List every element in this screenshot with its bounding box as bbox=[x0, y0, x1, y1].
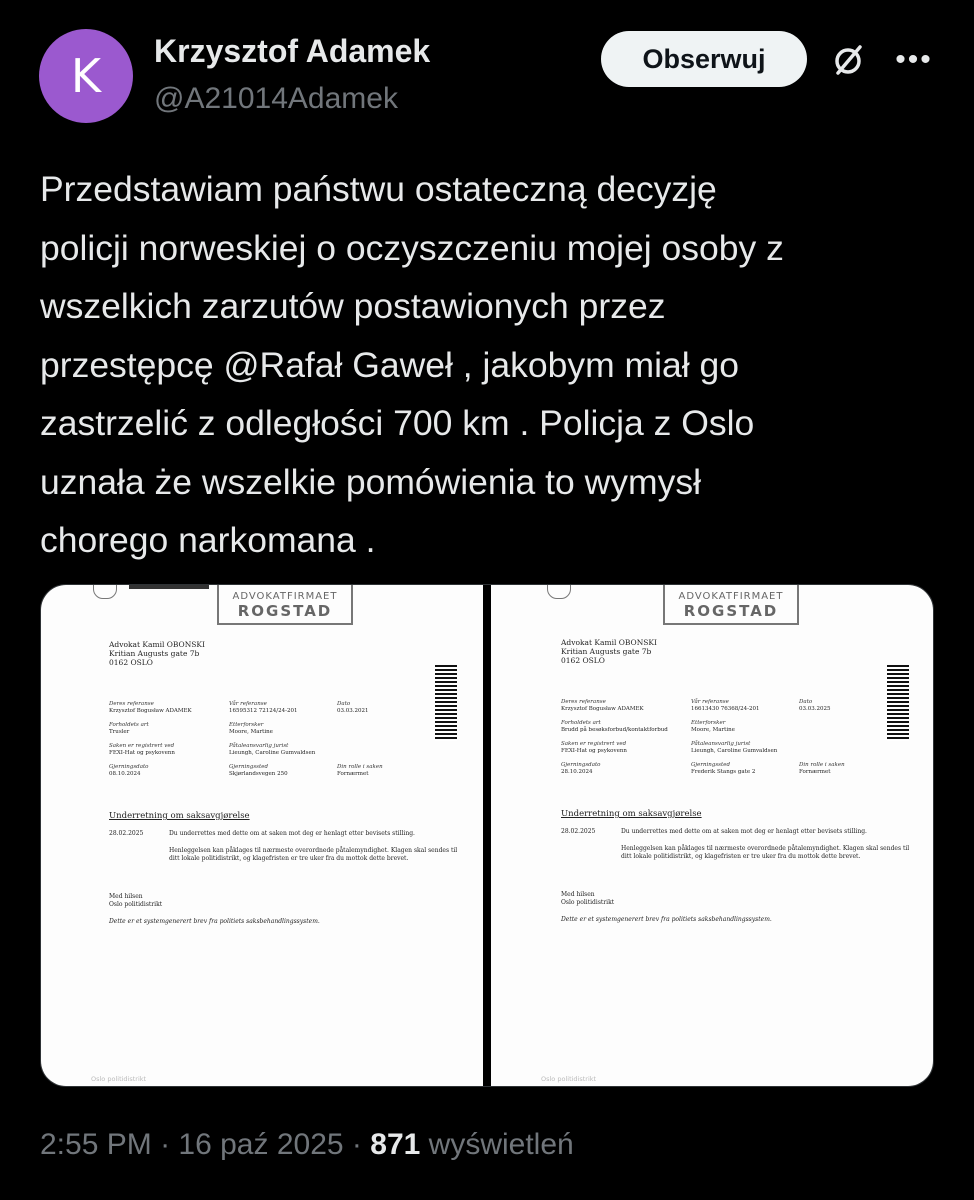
field-label: Påtaleansvarlig jurist bbox=[229, 743, 289, 749]
document-paragraph: Henleggelsen kan påklages til nærmeste overordnede påtalemyndighet. Klagen skal sendes til ditt lokale politidistrikt, og klagefristen er tre uker fra du mottok dette brevet. bbox=[621, 845, 910, 860]
field-value: Krzysztof Bogusław ADAMEK bbox=[561, 706, 644, 712]
document-note: Dette er et systemgenerert brev fra politiets saksbehandlingssystem. bbox=[109, 918, 320, 925]
stamp-line-2: ROGSTAD bbox=[237, 602, 333, 620]
field-label: Gjerningsdato bbox=[109, 764, 149, 770]
field-value: Moore, Martine bbox=[229, 729, 273, 735]
field-value: Moore, Martine bbox=[691, 727, 735, 733]
document-footer: Oslo politidistrikt bbox=[541, 1075, 597, 1083]
field-value: FEXI-Hat og psykovenn bbox=[561, 748, 627, 754]
document-image[interactable] bbox=[41, 585, 483, 1087]
field-label: Påtaleansvarlig jurist bbox=[691, 741, 751, 747]
field-label: Vår referanse bbox=[691, 699, 729, 705]
field-value: Frederik Stangs gate 2 bbox=[691, 769, 756, 775]
police-crest-icon bbox=[93, 585, 117, 599]
document-greeting: Med hilsen bbox=[109, 893, 143, 900]
law-firm-stamp bbox=[663, 585, 799, 625]
field-value: Lieungh, Caroline Gumvaldsen bbox=[229, 750, 316, 756]
field-label: Saken er registrert ved bbox=[109, 743, 175, 749]
field-label: Dato bbox=[799, 699, 813, 705]
field-value: Fornærmet bbox=[799, 769, 831, 775]
field-value: 03.03.2021 bbox=[337, 708, 369, 714]
barcode bbox=[887, 665, 909, 741]
address-line: Kritian Augusts gate 7b bbox=[109, 649, 200, 658]
avatar-letter: K bbox=[70, 49, 102, 103]
follow-button[interactable]: Obserwuj bbox=[601, 31, 807, 87]
address-line: Kritian Augusts gate 7b bbox=[561, 647, 652, 656]
field-label: Etterforsker bbox=[229, 722, 264, 728]
address-line: 0162 OSLO bbox=[109, 658, 153, 667]
field-value: Krzysztof Bogusław ADAMEK bbox=[109, 708, 192, 714]
field-value: Skjørlandsvegen 250 bbox=[229, 771, 288, 777]
police-crest-icon bbox=[547, 585, 571, 599]
field-label: Gjerningsdato bbox=[561, 762, 601, 768]
stamp-line-1: ADVOKATFIRMAET bbox=[232, 591, 338, 602]
field-value: 28.10.2024 bbox=[561, 769, 593, 775]
author-name[interactable]: Krzysztof Adamek bbox=[154, 33, 431, 69]
grok-slash-icon[interactable] bbox=[828, 40, 868, 80]
field-value: 08.10.2024 bbox=[109, 771, 141, 777]
document-signature: Oslo politidistrikt bbox=[561, 899, 615, 906]
field-value: FEXI-Hat og psykovenn bbox=[109, 750, 175, 756]
field-label: Din rolle i saken bbox=[799, 762, 845, 768]
field-value: Lieungh, Caroline Gumvaldsen bbox=[691, 748, 778, 754]
field-label: Vår referanse bbox=[229, 701, 267, 707]
field-label: Dato bbox=[337, 701, 351, 707]
law-firm-stamp bbox=[217, 585, 353, 625]
field-label: Etterforsker bbox=[691, 720, 726, 726]
document-image[interactable] bbox=[491, 585, 934, 1087]
stamp-line-1: ADVOKATFIRMAET bbox=[678, 591, 784, 602]
document-subject: Underretning om saksavgjørelse bbox=[109, 811, 250, 821]
document-paragraph: Du underrettes med dette om at saken mot deg er henlagt etter bevisets stilling. bbox=[169, 830, 415, 837]
field-value: 16595312 72124/24-201 bbox=[229, 708, 298, 714]
document-footer: Oslo politidistrikt bbox=[91, 1075, 147, 1083]
address-line: Advokat Kamil OBONSKI bbox=[561, 638, 657, 647]
field-label: Deres referanse bbox=[561, 699, 606, 705]
author-handle[interactable]: @A21014Adamek bbox=[154, 82, 398, 115]
field-value: 16613430 76368/24-201 bbox=[691, 706, 760, 712]
field-value: Brudd på besøksforbud/kontaktforbud bbox=[561, 727, 668, 733]
view-count[interactable]: 871 bbox=[370, 1128, 421, 1161]
media-divider bbox=[483, 585, 491, 1087]
post-time[interactable]: 2:55 PM bbox=[40, 1128, 152, 1161]
header-strip bbox=[129, 585, 209, 589]
post-meta bbox=[40, 1128, 574, 1162]
field-label: Saken er registrert ved bbox=[561, 741, 627, 747]
document-date: 28.02.2025 bbox=[561, 828, 596, 835]
meta-separator: · bbox=[160, 1128, 171, 1161]
barcode bbox=[435, 665, 457, 741]
field-label: Gjerningssted bbox=[691, 762, 730, 768]
field-label: Forholdets art bbox=[561, 720, 601, 726]
field-label: Deres referanse bbox=[109, 701, 154, 707]
address-line: 0162 OSLO bbox=[561, 656, 605, 665]
field-label: Forholdets art bbox=[109, 722, 149, 728]
document-date: 28.02.2025 bbox=[109, 830, 144, 837]
field-value: Trusler bbox=[109, 729, 130, 735]
field-value: 03.03.2025 bbox=[799, 706, 831, 712]
document-paragraph: Henleggelsen kan påklages til nærmeste overordnede påtalemyndighet. Klagen skal sendes til ditt lokale politidistrikt, og klagefristen er tre uker fra du mottok dette brevet. bbox=[169, 847, 458, 862]
post-text: Przedstawiam państwu ostateczną decyzję policji norweskiej o oczyszczeniu mojej osoby z wszelkich zarzutów postawionych przez przestępcę @Rafał Gaweł , jakobym miał go zastrzelić z odległości 700 km . Policja z Oslo uznała że wszelkie pomówienia to wymysł chorego narkomana . bbox=[40, 169, 784, 560]
field-label: Gjerningssted bbox=[229, 764, 268, 770]
document-note: Dette er et systemgenerert brev fra politiets saksbehandlingssystem. bbox=[561, 916, 772, 923]
document-greeting: Med hilsen bbox=[561, 891, 595, 898]
post-date[interactable]: 16 paź 2025 bbox=[178, 1128, 344, 1161]
field-label: Din rolle i saken bbox=[337, 764, 383, 770]
view-count-label[interactable]: wyświetleń bbox=[428, 1128, 574, 1161]
stamp-line-2: ROGSTAD bbox=[683, 602, 779, 620]
document-subject: Underretning om saksavgjørelse bbox=[561, 809, 702, 819]
document-paragraph: Du underrettes med dette om at saken mot deg er henlagt etter bevisets stilling. bbox=[621, 828, 867, 835]
post-media[interactable] bbox=[40, 584, 934, 1087]
address-line: Advokat Kamil OBONSKI bbox=[109, 640, 205, 649]
document-signature: Oslo politidistrikt bbox=[109, 901, 163, 908]
avatar[interactable] bbox=[39, 29, 133, 123]
field-value: Fornærmet bbox=[337, 771, 369, 777]
meta-separator: · bbox=[351, 1128, 362, 1161]
more-horizontal-icon[interactable]: ••• bbox=[895, 43, 933, 76]
